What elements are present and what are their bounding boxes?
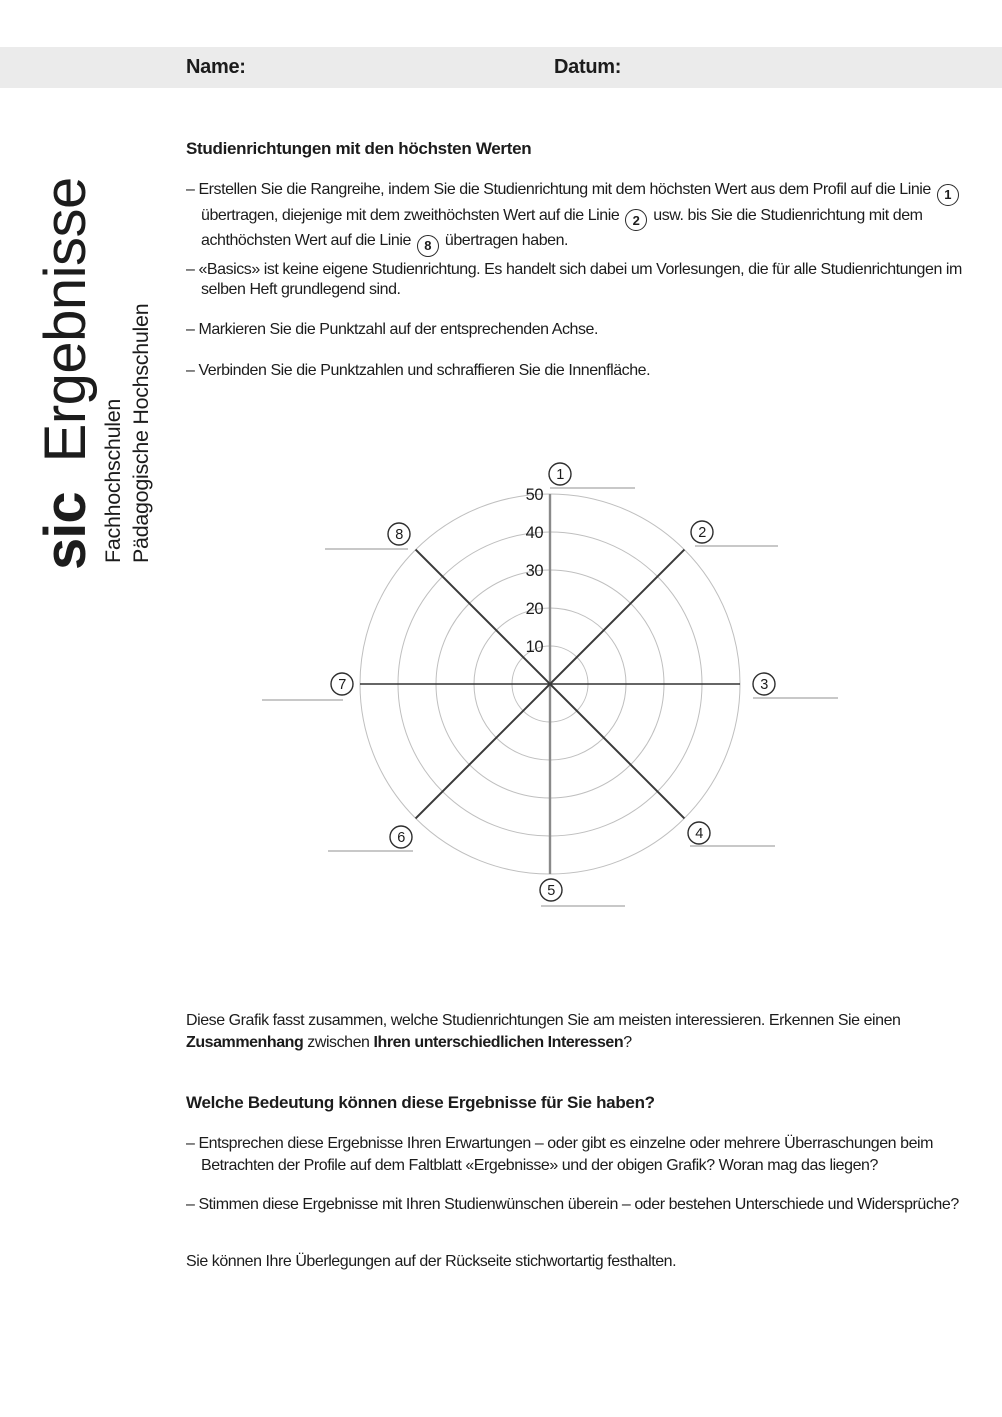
tick-label-10: 10 xyxy=(525,638,543,656)
tick-label-20: 20 xyxy=(525,600,543,618)
tick-label-40: 40 xyxy=(525,524,543,542)
axis-badge-1-number: 1 xyxy=(556,467,564,483)
vertical-subtitle xyxy=(99,304,155,563)
circled-number-8-inline: 8 xyxy=(417,235,439,257)
axis-badge-2-number: 2 xyxy=(698,525,706,541)
axis-badge-6-number: 6 xyxy=(397,830,405,846)
circled-number-1-inline: 1 xyxy=(937,184,959,206)
axis-badge-4-number: 4 xyxy=(695,826,703,842)
name-field-label: Name: xyxy=(186,56,246,78)
scale-tick-labels xyxy=(526,486,544,656)
axis-badge-3-number: 3 xyxy=(760,677,768,693)
reflection-bullet-studienwuensche: – Stimmen diese Ergebnisse mit Ihren Studienwünschen überein – oder bestehen Unterschiede und Widersprüche? xyxy=(186,1196,959,1213)
header-bar xyxy=(0,47,1002,88)
page-title: Ergebnisse xyxy=(33,177,98,463)
axis-badge-8-number: 8 xyxy=(395,527,403,543)
bold-zusammenhang: Zusammenhang xyxy=(186,1034,304,1051)
radar-chart xyxy=(250,450,850,930)
axis-badge-5-number: 5 xyxy=(547,883,555,899)
section-heading-bedeutung: Welche Bedeutung können diese Ergebnisse für Sie haben? xyxy=(186,1093,655,1112)
instruction-bullet-basics: – «Basics» ist keine eigene Studienrichtung. Es handelt sich dabei um Vorlesungen, die für alle Studienrichtungen im selben Heft grundlegend sind. xyxy=(186,261,962,298)
tick-label-30: 30 xyxy=(525,562,543,580)
section-heading-studienrichtungen: Studienrichtungen mit den höchsten Werten xyxy=(186,139,532,158)
instruction-bullet-rangreihe: – Erstellen Sie die Rangreihe, indem Sie die Studienrichtung mit dem höchsten Wert aus dem Profil auf die Linie 1 übertragen, diejenige mit dem zweithöchsten Wert auf die Linie 2 usw. bis Sie die Studienrichtung mit dem achthöchsten Wert auf die Linie 8 übertragen haben. xyxy=(186,180,969,257)
axis-badge-7-number: 7 xyxy=(338,677,346,693)
date-field-label: Datum: xyxy=(554,56,622,78)
instruction-bullet-markieren: – Markieren Sie die Punktzahl auf der entsprechenden Achse. xyxy=(186,321,598,338)
closing-note: Sie können Ihre Überlegungen auf der Rückseite stichwortartig festhalten. xyxy=(186,1253,677,1270)
tick-label-50: 50 xyxy=(525,486,543,504)
bold-interessen: Ihren unterschiedlichen Interessen xyxy=(373,1034,624,1051)
sic-logo: sic xyxy=(33,492,98,570)
subtitle-paedagogische-hochschulen: Pädagogische Hochschulen xyxy=(129,303,153,563)
instruction-bullet-verbinden: – Verbinden Sie die Punktzahlen und schraffieren Sie die Innenfläche. xyxy=(186,362,651,379)
summary-paragraph: Diese Grafik fasst zusammen, welche Studienrichtungen Sie am meisten interessieren. Erkennen Sie einen Zusammenhang zwischen Ihren unterschiedlichen Interessen? xyxy=(186,1012,901,1051)
subtitle-fachhochschulen: Fachhochschulen xyxy=(101,398,125,563)
vertical-page-title xyxy=(33,177,99,570)
reflection-bullet-erwartungen: – Entsprechen diese Ergebnisse Ihren Erwartungen – oder gibt es einzelne oder mehrere Überraschungen beim Betrachten der Profile auf dem Faltblatt «Ergebnisse» und der obigen Grafik? Woran mag das liegen? xyxy=(186,1135,934,1174)
circled-number-2-inline: 2 xyxy=(625,209,647,231)
